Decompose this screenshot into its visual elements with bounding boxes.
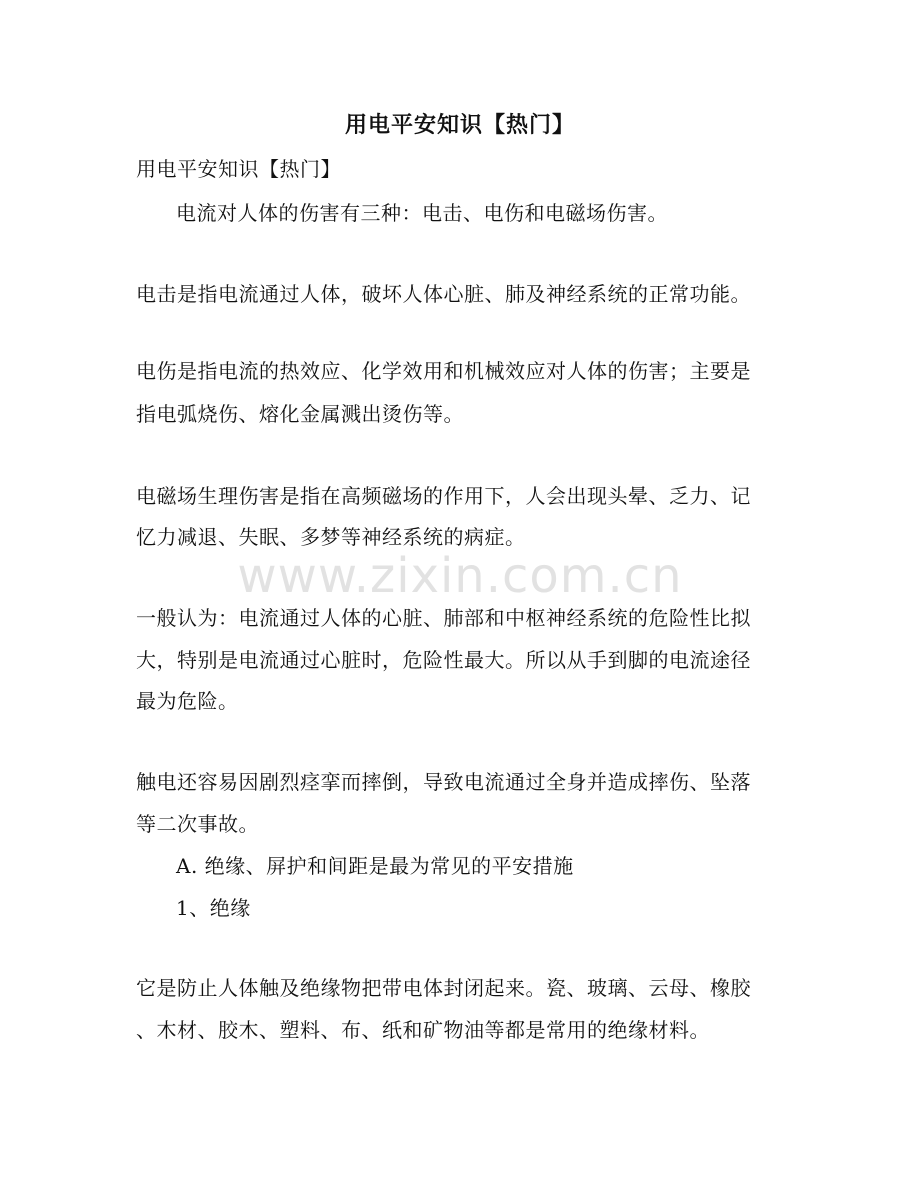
section-heading-a: A. 绝缘、屏护和间距是最为常见的平安措施 (176, 854, 574, 878)
text-line-13: 、木材、胶木、塑料、布、纸和矿物油等都是常用的绝缘材料。 (136, 1018, 710, 1042)
text-line-11: 等二次事故。 (136, 812, 259, 836)
text-line-8: 大，特别是电流通过心脏时，危险性最大。所以从手到脚的电流途径 (136, 648, 751, 672)
text-line-3: 电伤是指电流的热效应、化学效用和机械效应对人体的伤害；主要是 (136, 359, 751, 383)
text-line-6: 忆力减退、失眠、多梦等神经系统的病症。 (136, 525, 526, 549)
watermark: www.zixin.com.cn (237, 548, 683, 604)
subsection-heading-1: 1、绝缘 (176, 896, 251, 920)
text-line-1: 电流对人体的伤害有三种：电击、电伤和电磁场伤害。 (176, 201, 668, 225)
document-title: 用电平安知识【热门】 (344, 112, 575, 138)
text-line-2: 电击是指电流通过人体，破坏人体心脏、肺及神经系统的正常功能。 (136, 282, 751, 306)
text-line-10: 触电还容易因剧烈痉挛而摔倒，导致电流通过全身并造成摔伤、坠落 (136, 770, 751, 794)
text-line-7: 一般认为：电流通过人体的心脏、肺部和中枢神经系统的危险性比拟 (136, 606, 751, 630)
text-line-5: 电磁场生理伤害是指在高频磁场的作用下，人会出现头晕、乏力、记 (136, 484, 751, 508)
subtitle-line: 用电平安知识【热门】 (136, 157, 341, 181)
text-line-4: 指电弧烧伤、熔化金属溅出烫伤等。 (136, 402, 464, 426)
text-line-9: 最为危险。 (136, 689, 239, 713)
text-line-12: 它是防止人体触及绝缘物把带电体封闭起来。瓷、玻璃、云母、橡胶 (136, 976, 751, 1000)
